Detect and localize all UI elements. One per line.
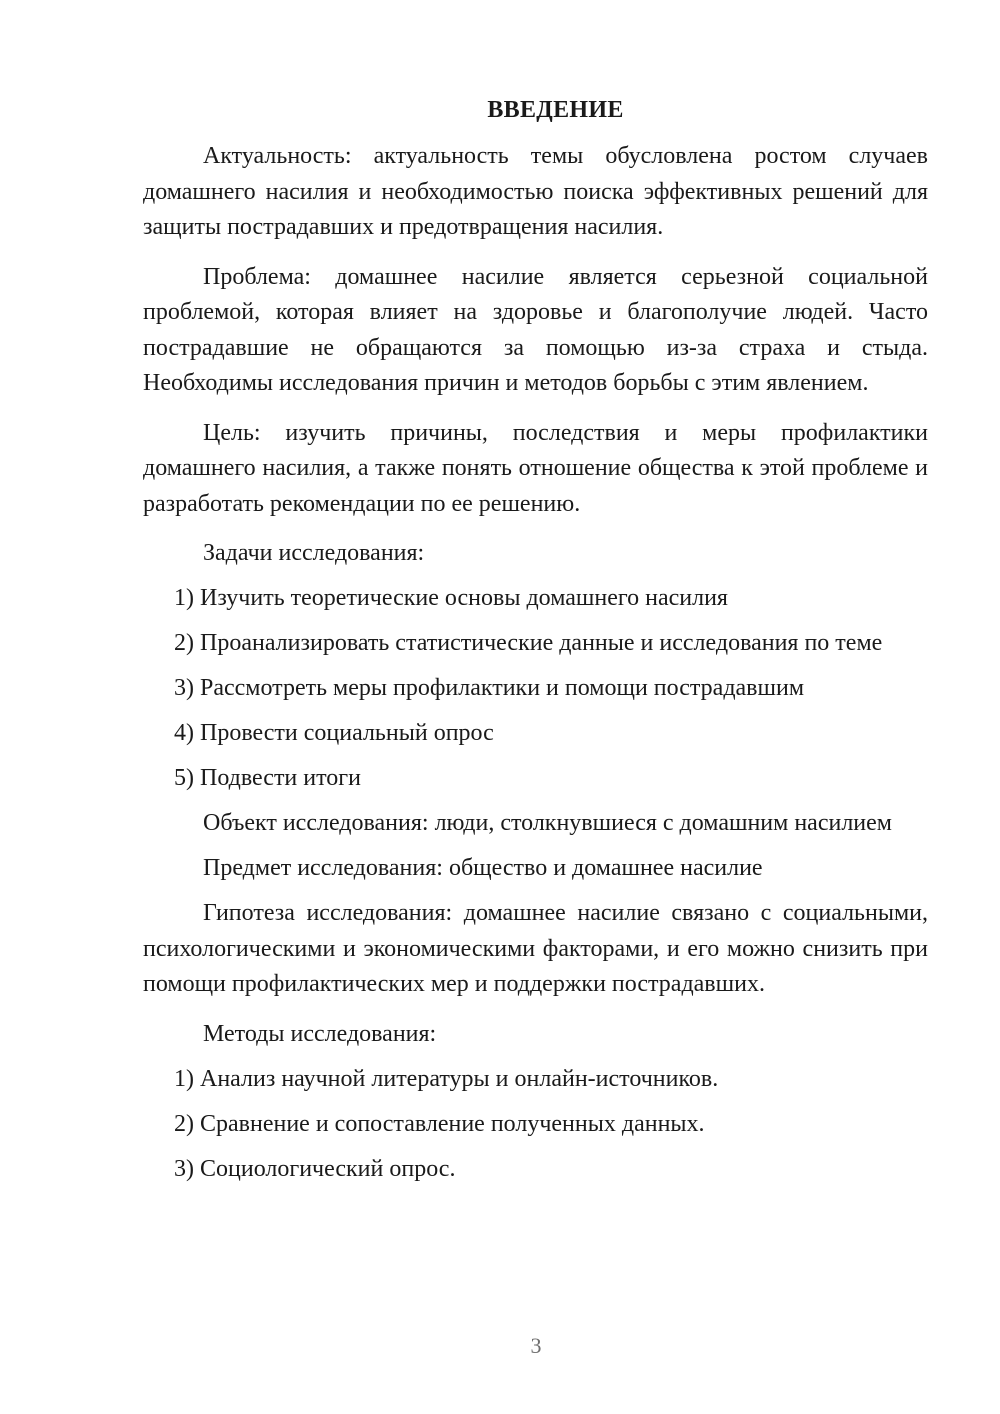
page-content [143, 95, 928, 1197]
page-number: 3 [530, 1333, 542, 1358]
method-item: 3) Социологический опрос. [174, 1155, 456, 1182]
problem-paragraph: Проблема: домашнее насилие является серьезной социальной проблемой, которая влияет на здоровье и благополучие людей. Часто пострадавшие не обращаются за помощью из-за страха и стыда. Необходимы исследования причин и методов борьбы с этим явлением. [143, 263, 928, 396]
hypothesis-paragraph: Гипотеза исследования: домашнее насилие связано с социальными, психологическими и экономическими факторами, и его можно снизить при помощи профилактических мер и поддержки пострадавших. [143, 900, 928, 997]
section-heading: ВВЕДЕНИЕ [487, 97, 624, 123]
goal-paragraph: Цель: изучить причины, последствия и меры профилактики домашнего насилия, а также понять отношение общества к этой проблеме и разработать рекомендации по ее решению. [143, 419, 928, 517]
research-object: Объект исследования: люди, столкнувшиеся с домашним насилием [203, 810, 892, 836]
task-item: 2) Проанализировать статистические данные и исследования по теме [174, 630, 883, 656]
methods-list [143, 1062, 928, 1187]
tasks-label: Задачи исследования: [203, 540, 425, 566]
relevance-paragraph: Актуальность: актуальность темы обусловлена ростом случаев домашнего насилия и необходимостью поиска эффективных решений для защиты пострадавших и предотвращения насилия. [143, 143, 928, 240]
task-item: 3) Рассмотреть меры профилактики и помощи пострадавшим [174, 675, 805, 701]
task-item: 1) Изучить теоретические основы домашнего насилия [174, 585, 728, 611]
tasks-list [143, 581, 928, 796]
research-subject: Предмет исследования: общество и домашнее насилие [203, 855, 763, 881]
task-item: 4) Провести социальный опрос [174, 720, 494, 746]
method-item: 2) Сравнение и сопоставление полученных данных. [174, 1110, 705, 1137]
method-item: 1) Анализ научной литературы и онлайн-источников. [174, 1065, 719, 1092]
methods-label: Методы исследования: [203, 1020, 437, 1047]
task-item: 5) Подвести итоги [174, 765, 361, 791]
